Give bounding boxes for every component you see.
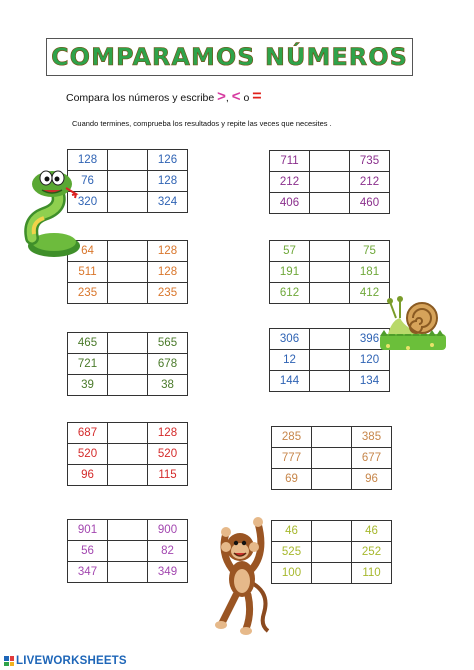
right-number: 120: [350, 350, 390, 371]
answer-cell[interactable]: [108, 423, 148, 444]
right-number: 128: [148, 171, 188, 192]
answer-cell[interactable]: [312, 563, 352, 584]
right-number: 460: [350, 193, 390, 214]
left-number: 69: [272, 469, 312, 490]
left-number: 525: [272, 542, 312, 563]
right-number: 324: [148, 192, 188, 213]
instruction-line: [66, 88, 262, 106]
answer-cell[interactable]: [108, 283, 148, 304]
comparison-table-4: [269, 240, 390, 304]
comparison-row: [270, 371, 390, 392]
comparison-row: [68, 333, 188, 354]
comparison-table-2: [269, 150, 390, 214]
right-number: 520: [148, 444, 188, 465]
answer-cell[interactable]: [108, 171, 148, 192]
right-number: 126: [148, 150, 188, 171]
comparison-row: [68, 520, 188, 541]
answer-cell[interactable]: [310, 172, 350, 193]
answer-cell[interactable]: [108, 562, 148, 583]
answer-cell[interactable]: [108, 444, 148, 465]
comparison-row: [270, 193, 390, 214]
comparison-row: [272, 427, 392, 448]
comparison-row: [68, 444, 188, 465]
right-number: 349: [148, 562, 188, 583]
left-number: 144: [270, 371, 310, 392]
left-number: 100: [272, 563, 312, 584]
equals-symbol: =: [252, 88, 262, 105]
left-number: 901: [68, 520, 108, 541]
answer-cell[interactable]: [108, 541, 148, 562]
comparison-row: [68, 354, 188, 375]
answer-cell[interactable]: [312, 542, 352, 563]
comparison-row: [272, 448, 392, 469]
left-number: 465: [68, 333, 108, 354]
comparison-row: [270, 151, 390, 172]
comparison-row: [68, 562, 188, 583]
comparison-row: [272, 469, 392, 490]
left-number: 96: [68, 465, 108, 486]
right-number: 115: [148, 465, 188, 486]
left-number: 76: [68, 171, 108, 192]
comparison-row: [270, 262, 390, 283]
right-number: 212: [350, 172, 390, 193]
comparison-row: [270, 241, 390, 262]
right-number: 128: [148, 262, 188, 283]
comparison-row: [68, 262, 188, 283]
left-number: 56: [68, 541, 108, 562]
left-number: 57: [270, 241, 310, 262]
right-number: 134: [350, 371, 390, 392]
answer-cell[interactable]: [312, 521, 352, 542]
left-number: 777: [272, 448, 312, 469]
answer-cell[interactable]: [108, 465, 148, 486]
right-number: 110: [352, 563, 392, 584]
answer-cell[interactable]: [310, 262, 350, 283]
right-number: 96: [352, 469, 392, 490]
answer-cell[interactable]: [310, 350, 350, 371]
comparison-table-5: [67, 332, 188, 396]
left-number: 39: [68, 375, 108, 396]
liveworksheets-logo-text: LIVEWORKSHEETS: [16, 655, 127, 667]
liveworksheets-logo[interactable]: [4, 655, 127, 667]
right-number: 412: [350, 283, 390, 304]
right-number: 82: [148, 541, 188, 562]
comparison-row: [68, 423, 188, 444]
left-number: 687: [68, 423, 108, 444]
title-box: [46, 38, 413, 76]
answer-cell[interactable]: [108, 192, 148, 213]
less-than-symbol: <: [231, 88, 241, 105]
answer-cell[interactable]: [310, 283, 350, 304]
instruction-text: Compara los números y escribe: [66, 92, 215, 104]
answer-cell[interactable]: [108, 241, 148, 262]
answer-cell[interactable]: [310, 241, 350, 262]
left-number: 612: [270, 283, 310, 304]
right-number: 128: [148, 423, 188, 444]
right-number: 735: [350, 151, 390, 172]
left-number: 347: [68, 562, 108, 583]
comparison-row: [270, 350, 390, 371]
right-number: 38: [148, 375, 188, 396]
right-number: 678: [148, 354, 188, 375]
left-number: 406: [270, 193, 310, 214]
left-number: 212: [270, 172, 310, 193]
snail-illustration: [378, 290, 448, 354]
answer-cell[interactable]: [108, 262, 148, 283]
left-number: 128: [68, 150, 108, 171]
comparison-row: [272, 542, 392, 563]
left-number: 64: [68, 241, 108, 262]
right-number: 900: [148, 520, 188, 541]
comparison-table-8: [271, 426, 392, 490]
comparison-row: [272, 521, 392, 542]
comparison-row: [270, 172, 390, 193]
right-number: 252: [352, 542, 392, 563]
left-number: 285: [272, 427, 312, 448]
left-number: 235: [68, 283, 108, 304]
liveworksheets-grid-icon: [4, 656, 14, 666]
comparison-row: [68, 375, 188, 396]
answer-cell[interactable]: [108, 375, 148, 396]
instruction-comma: ,: [225, 92, 229, 104]
comparison-row: [272, 563, 392, 584]
left-number: 721: [68, 354, 108, 375]
comparison-table-6: [269, 328, 390, 392]
right-number: 128: [148, 241, 188, 262]
answer-cell[interactable]: [310, 193, 350, 214]
left-number: 306: [270, 329, 310, 350]
comparison-row: [68, 465, 188, 486]
instruction-note: Cuando termines, comprueba los resultados y repite las veces que necesites .: [72, 119, 332, 128]
answer-cell[interactable]: [108, 354, 148, 375]
answer-cell[interactable]: [310, 371, 350, 392]
left-number: 711: [270, 151, 310, 172]
answer-cell[interactable]: [310, 329, 350, 350]
answer-cell[interactable]: [312, 427, 352, 448]
comparison-row: [270, 283, 390, 304]
comparison-row: [270, 329, 390, 350]
right-number: 75: [350, 241, 390, 262]
worksheet-title: COMPARAMOS NÚMEROS: [51, 43, 408, 71]
instruction-or: o: [243, 92, 250, 104]
comparison-table-9: [67, 519, 188, 583]
answer-cell[interactable]: [108, 520, 148, 541]
monkey-illustration: [212, 513, 274, 637]
comparison-row: [68, 283, 188, 304]
right-number: 677: [352, 448, 392, 469]
answer-cell[interactable]: [312, 448, 352, 469]
answer-cell[interactable]: [310, 151, 350, 172]
comparison-table-10: [271, 520, 392, 584]
right-number: 385: [352, 427, 392, 448]
right-number: 46: [352, 521, 392, 542]
right-number: 235: [148, 283, 188, 304]
left-number: 320: [68, 192, 108, 213]
right-number: 181: [350, 262, 390, 283]
greater-than-symbol: >: [217, 88, 226, 105]
right-number: 565: [148, 333, 188, 354]
right-number: 396: [350, 329, 390, 350]
left-number: 12: [270, 350, 310, 371]
left-number: 191: [270, 262, 310, 283]
left-number: 46: [272, 521, 312, 542]
answer-cell[interactable]: [312, 469, 352, 490]
answer-cell[interactable]: [108, 333, 148, 354]
left-number: 520: [68, 444, 108, 465]
answer-cell[interactable]: [108, 150, 148, 171]
comparison-table-7: [67, 422, 188, 486]
left-number: 511: [68, 262, 108, 283]
snake-illustration: [18, 168, 88, 260]
comparison-row: [68, 541, 188, 562]
